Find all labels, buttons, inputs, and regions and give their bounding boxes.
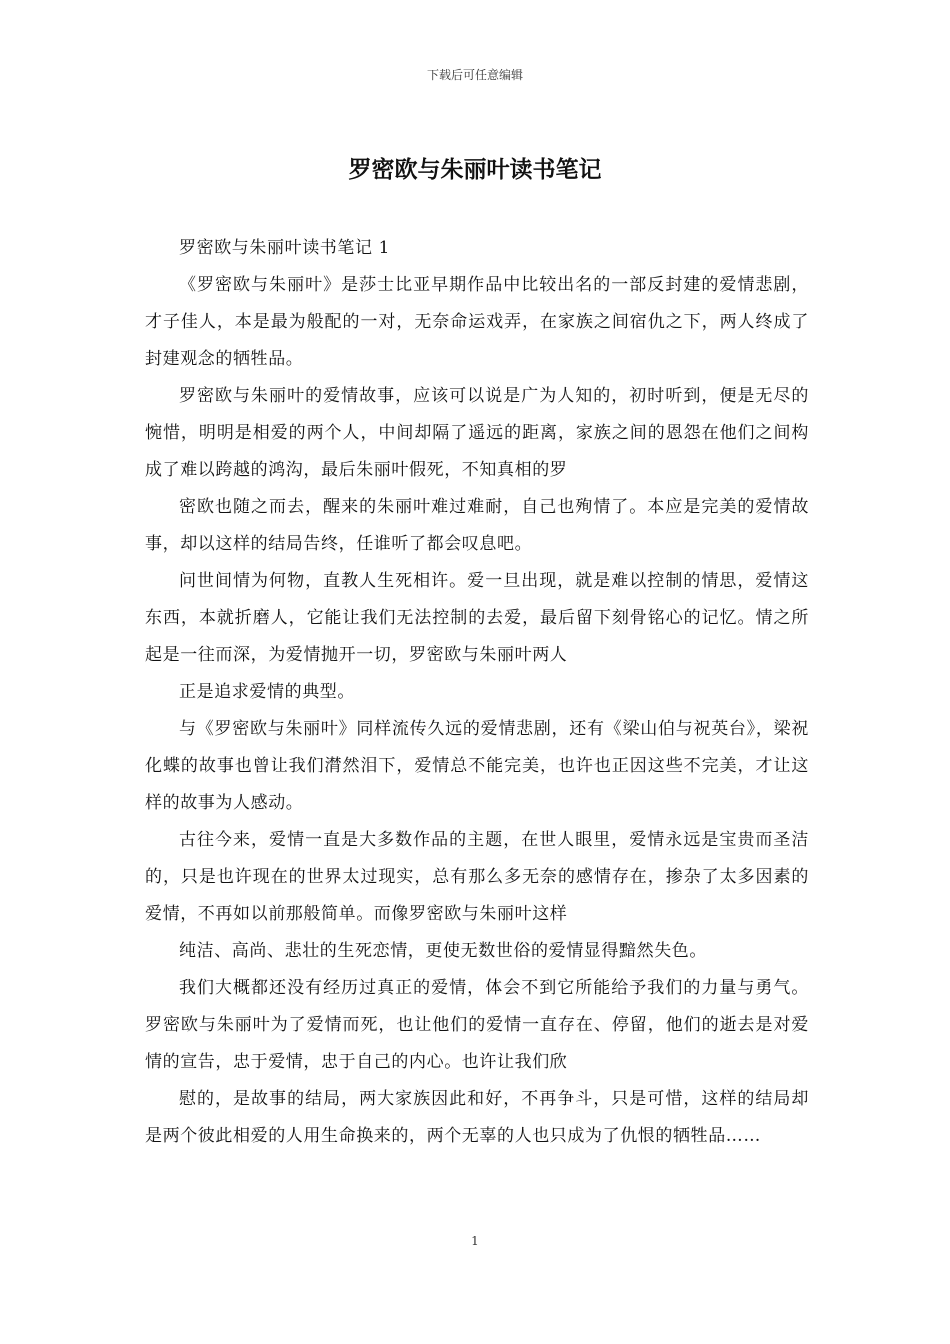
page-number: 1 — [471, 1234, 479, 1248]
paragraph-6: 正是追求爱情的典型。 — [179, 682, 355, 702]
paragraph-2: 《罗密欧与朱丽叶》是莎士比亚早期作品中比较出名的一部反封建的爱情悲剧，才子佳人，本是最为般配的一对，无奈命运戏弄，在家族之间宿仇之下，两人终成了封建观念的牺牲品。 — [145, 275, 809, 369]
paragraph-7: 与《罗密欧与朱丽叶》同样流传久远的爱情悲剧，还有《梁山伯与祝英台》，梁祝化蝶的故事也曾让我们潸然泪下，爱情总不能完美，也许也正因这些不完美，才让这样的故事为人感动。 — [145, 719, 809, 813]
paragraph-11: 慰的，是故事的结局，两大家族因此和好，不再争斗，只是可惜，这样的结局却是两个彼此相爱的人用生命换来的，两个无辜的人也只成为了仇恨的牺牲品…… — [145, 1089, 809, 1146]
paragraph-1: 罗密欧与朱丽叶读书笔记 1 — [179, 238, 391, 258]
paragraph-3: 罗密欧与朱丽叶的爱情故事，应该可以说是广为人知的，初时听到，便是无尽的惋惜，明明是相爱的两个人，中间却隔了遥远的距离，家族之间的恩怨在他们之间构成了难以跨越的鸿沟，最后朱丽叶假死，不知真相的罗 — [145, 386, 809, 480]
paragraph-10: 我们大概都还没有经历过真正的爱情，体会不到它所能给予我们的力量与勇气。罗密欧与朱丽叶为了爱情而死，也让他们的爱情一直存在、停留，他们的逝去是对爱情的宣告，忠于爱情，忠于自己的内心。也许让我们欣 — [145, 978, 809, 1072]
paragraph-8: 古往今来，爱情一直是大多数作品的主题，在世人眼里，爱情永远是宝贵而圣洁的，只是也许现在的世界太过现实，总有那么多无奈的感情存在，掺杂了太多因素的爱情，不再如以前那般简单。而像罗密欧与朱丽叶这样 — [145, 830, 809, 924]
paragraph-5: 问世间情为何物，直教人生死相许。爱一旦出现，就是难以控制的情思，爱情这东西，本就折磨人，它能让我们无法控制的去爱，最后留下刻骨铭心的记忆。情之所起是一往而深，为爱情抛开一切，罗密欧与朱丽叶两人 — [145, 571, 809, 665]
page-header: 下载后可任意编辑 — [426, 68, 523, 82]
document-title: 罗密欧与朱丽叶读书笔记 — [348, 156, 602, 183]
paragraph-9: 纯洁、高尚、悲壮的生死恋情，更使无数世俗的爱情显得黯然失色。 — [179, 941, 707, 961]
document-body — [145, 230, 809, 1155]
paragraph-4: 密欧也随之而去，醒来的朱丽叶难过难耐，自己也殉情了。本应是完美的爱情故事，却以这样的结局告终，任谁听了都会叹息吧。 — [145, 497, 809, 554]
